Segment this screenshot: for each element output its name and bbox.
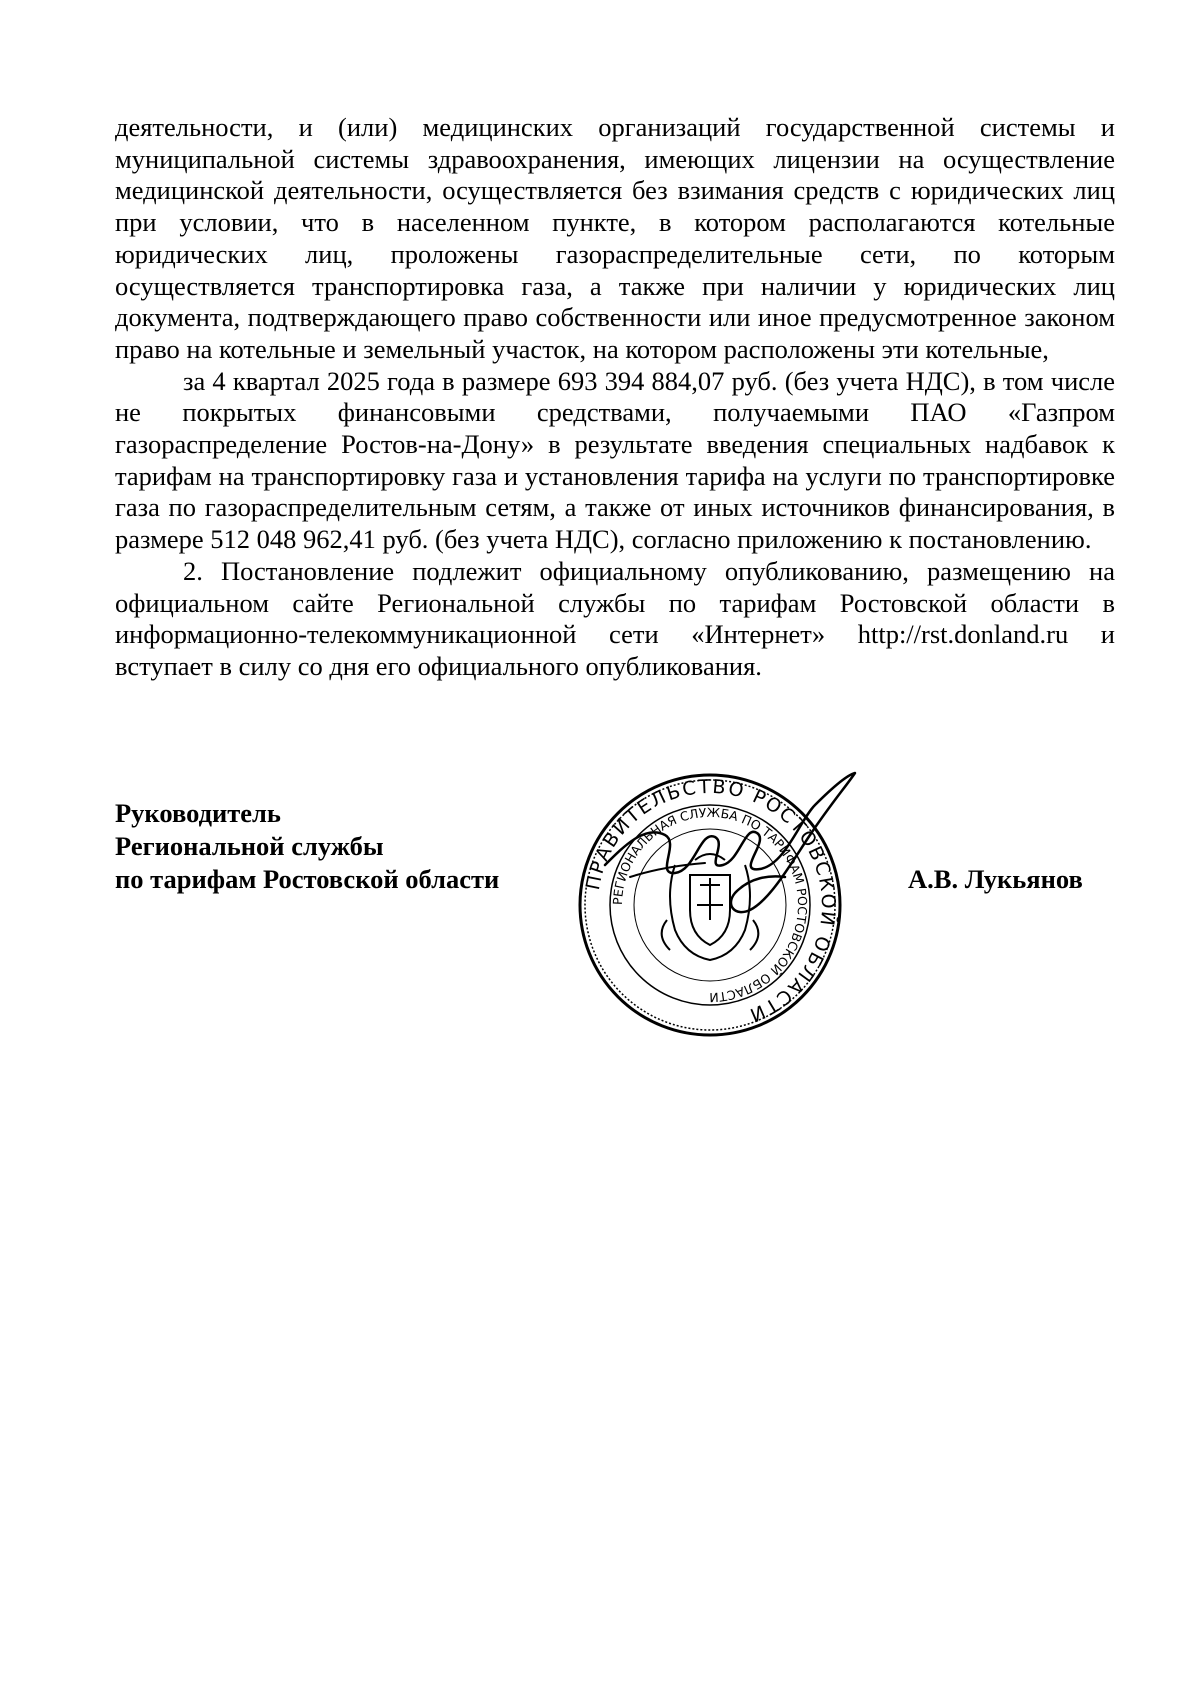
paragraph-continuation: деятельности, и (или) медицинских организаций государственной системы и муниципальной системы здравоохранения, имеющих лицензии на осуществление медицинской деятельности, осуществляется без взимания средств с юридических лиц при условии, что в населенном пункте, в котором располагаются котельные юридических лиц, проложены газораспределительные сети, по которым осуществляется транспортировка газа, а также при наличии у юридических лиц документа, подтверждающего право собственности или иное предусмотренное законом право на котельные и земельный участок, на котором расположены эти котельные, [115,112,1115,364]
seal-outer-text: ПРАВИТЕЛЬСТВО РОСТОВСКОЙ ОБЛАСТИ [581,775,840,1027]
svg-text:РЕГИОНАЛЬНАЯ СЛУЖБА ПО ТАРИФАМ [610,805,810,1005]
document-body [115,112,1115,683]
official-seal [575,770,845,1040]
signer-title-line-2: Региональной службы [115,831,384,861]
seal-inner-text: РЕГИОНАЛЬНАЯ СЛУЖБА ПО ТАРИФАМ РОСТОВСКОЙ ОБЛАСТИ [609,804,811,1006]
handwritten-signature [585,765,875,935]
signer-title [115,797,499,896]
signer-title-line-3: по тарифам Ростовской области [115,864,500,894]
paragraph-publication: 2. Постановление подлежит официальному опубликованию, размещению на официальном сайте Региональной службы по тарифам Ростовской области в информационно-телекоммуникационной сети «Интернет» http://rst.donland.ru и вступает в силу со дня его официального опубликования. [115,555,1115,681]
coat-of-arms-icon [662,854,759,960]
paragraph-q4-amount: за 4 квартал 2025 года в размере 693 394 884,07 руб. (без учета НДС), в том числе не покрытых финансовыми средствами, получаемыми ПАО «Газпром газораспределение Ростов-на-Дону» в результате введения специальных надбавок к тарифам на транспортировку газа и установления тарифа на услуги по транспортировке газа по газораспределительным сетям, а также от иных источников финансирования, в размере 512 048 962,41 руб. (без учета НДС), согласно приложению к постановлению. [115,365,1115,555]
signer-title-line-1: Руководитель [115,798,281,828]
signer-name: А.В. Лукьянов [908,864,1083,894]
svg-text:ПРАВИТЕЛЬСТВО РОСТОВСКОЙ ОБЛАС [582,776,840,1027]
